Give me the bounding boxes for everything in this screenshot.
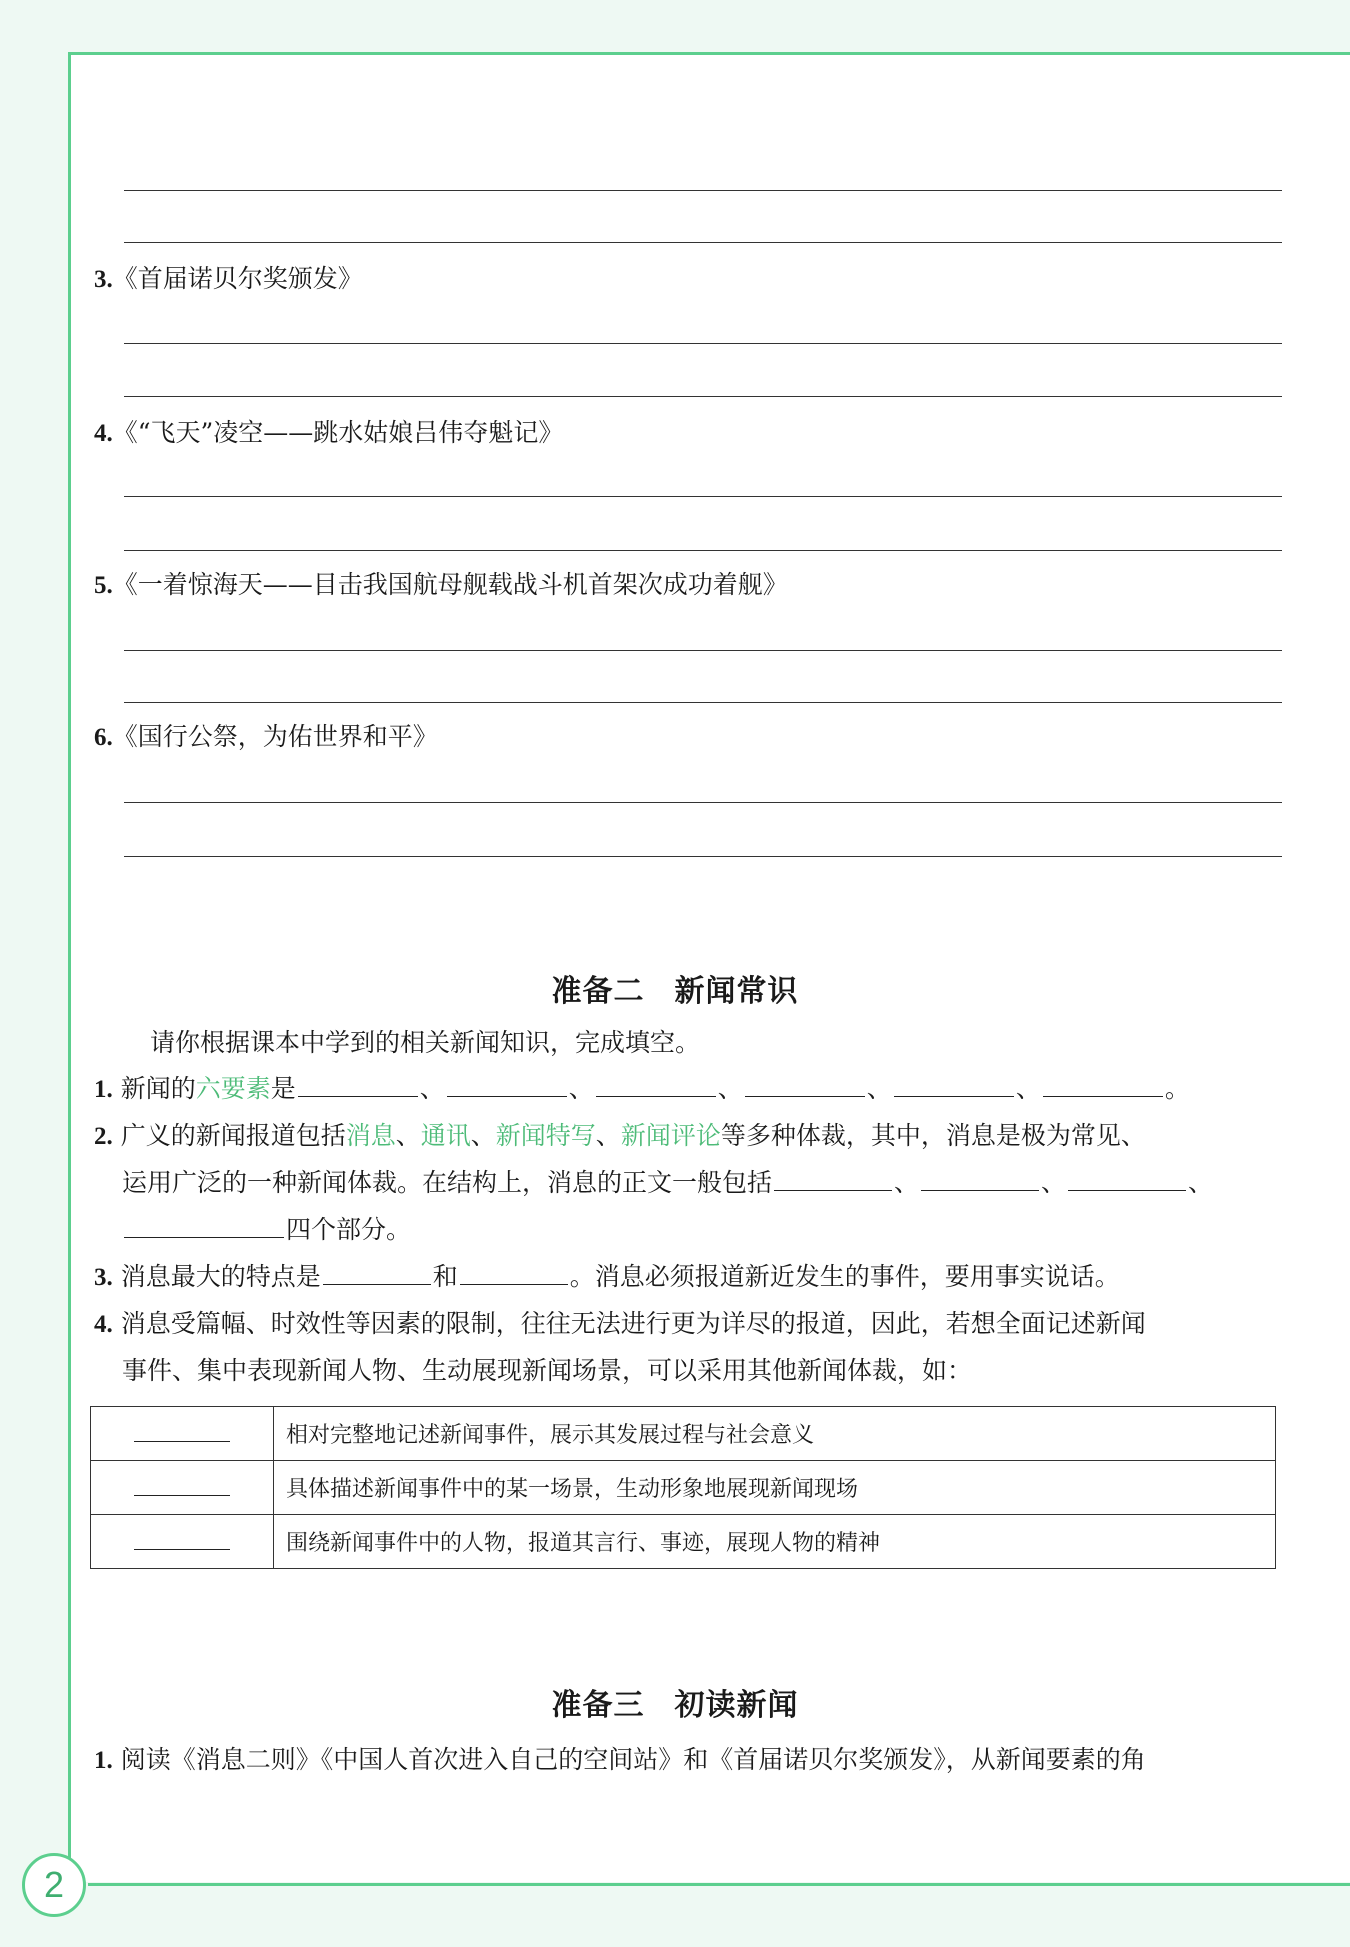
table-row: [91, 1515, 1276, 1569]
separator: 、: [894, 1168, 920, 1197]
answer-line[interactable]: [124, 702, 1282, 703]
item-title: 《“飞天”凌空——跳水姑娘吕伟夺魁记》: [112, 418, 564, 447]
answer-line[interactable]: [124, 802, 1282, 803]
separator: 、: [1015, 1074, 1041, 1103]
news-title-item: [94, 262, 363, 297]
section-intro: [150, 1020, 700, 1066]
punctuation: 。: [1164, 1074, 1190, 1103]
description-cell: 具体描述新闻事件中的某一场景，生动形象地展现新闻现场: [274, 1461, 1276, 1515]
question-text: 新闻的: [120, 1074, 196, 1103]
item-title: 《一着惊海天——目击我国航母舰载战斗机首架次成功着舰》: [112, 570, 788, 599]
section-title: 初读新闻: [674, 1688, 799, 1723]
highlight-term: 通讯: [420, 1121, 471, 1150]
separator: 、: [1041, 1168, 1067, 1197]
question-text: 阅读《消息二则》《中国人首次进入自己的空间站》和《首届诺贝尔奖颁发》，从新闻要素的角: [120, 1745, 1146, 1774]
fill-blank[interactable]: [774, 1164, 892, 1191]
item-title: 《首届诺贝尔奖颁发》: [112, 264, 363, 293]
section-label: 准备二: [551, 974, 645, 1009]
table-row: [91, 1461, 1276, 1515]
fill-blank[interactable]: [323, 1258, 431, 1285]
answer-line[interactable]: [124, 856, 1282, 857]
separator: 、: [717, 1074, 743, 1103]
bottom-border: [88, 1883, 1350, 1886]
fill-blank[interactable]: [894, 1070, 1014, 1097]
separator: 、: [568, 1074, 594, 1103]
question-3: [94, 1254, 1120, 1301]
question-number: 4.: [94, 1311, 113, 1338]
separator: 、: [866, 1074, 892, 1103]
answer-line[interactable]: [124, 242, 1282, 243]
highlight-term: 新闻评论: [620, 1121, 721, 1150]
page-number: 2: [22, 1853, 86, 1917]
question-text: 等多种体裁，其中，消息是极为常见、: [720, 1121, 1146, 1150]
question-number: 1.: [94, 1747, 113, 1774]
question-text: 四个部分。: [286, 1215, 412, 1244]
item-number: 4.: [94, 420, 113, 447]
question-text: 消息最大的特点是: [120, 1262, 321, 1291]
fill-blank[interactable]: [1068, 1164, 1186, 1191]
question-number: 1.: [94, 1076, 113, 1103]
highlight-term: 消息: [345, 1121, 396, 1150]
question-text: 。消息必须报道新近发生的事件，要用事实说话。: [569, 1262, 1120, 1291]
item-number: 6.: [94, 724, 113, 751]
fill-blank[interactable]: [745, 1070, 865, 1097]
table-row: [91, 1407, 1276, 1461]
fill-blank[interactable]: [921, 1164, 1039, 1191]
question-text: 运用广泛的一种新闻体裁。在结构上，消息的正文一般包括: [122, 1168, 773, 1197]
answer-line[interactable]: [124, 190, 1282, 191]
highlight-term: 新闻特写: [495, 1121, 596, 1150]
answer-cell[interactable]: [91, 1515, 274, 1569]
news-genre-table: [90, 1406, 1276, 1569]
question-text: 消息受篇幅、时效性等因素的限制，往往无法进行更为详尽的报道，因此，若想全面记述新闻: [120, 1309, 1146, 1338]
news-title-item: [94, 568, 788, 603]
question-text: 广义的新闻报道包括: [120, 1121, 346, 1150]
separator: 、: [395, 1121, 421, 1150]
section3-question-1: [94, 1737, 1146, 1784]
item-number: 5.: [94, 572, 113, 599]
answer-line[interactable]: [124, 343, 1282, 344]
answer-cell[interactable]: [91, 1461, 274, 1515]
description-cell: 围绕新闻事件中的人物，报道其言行、事迹，展现人物的精神: [274, 1515, 1276, 1569]
separator: 、: [470, 1121, 496, 1150]
answer-line[interactable]: [124, 396, 1282, 397]
fill-blank[interactable]: [134, 1473, 230, 1496]
section-title: 新闻常识: [674, 974, 799, 1009]
question-2-line-3: [122, 1207, 411, 1253]
fill-blank[interactable]: [134, 1527, 230, 1550]
item-title: 《国行公祭，为佑世界和平》: [112, 722, 438, 751]
separator: 、: [419, 1074, 445, 1103]
question-number: 3.: [94, 1264, 113, 1291]
question-2-line-2: [122, 1160, 1213, 1206]
intro-text: 请你根据课本中学到的相关新闻知识，完成填空。: [150, 1028, 701, 1057]
fill-blank[interactable]: [134, 1419, 230, 1442]
question-1: [94, 1066, 1190, 1113]
section-heading-3: [0, 1680, 1350, 1724]
answer-line[interactable]: [124, 650, 1282, 651]
question-text: 和: [432, 1262, 458, 1291]
description-cell: 相对完整地记述新闻事件，展示其发展过程与社会意义: [274, 1407, 1276, 1461]
question-4: [94, 1301, 1146, 1348]
question-4-line-2: [122, 1348, 972, 1394]
section-label: 准备三: [551, 1688, 645, 1723]
question-2: [94, 1113, 1146, 1160]
item-number: 3.: [94, 266, 113, 293]
section-heading-2: [0, 966, 1350, 1010]
separator: 、: [1188, 1168, 1214, 1197]
fill-blank[interactable]: [447, 1070, 567, 1097]
fill-blank[interactable]: [460, 1258, 568, 1285]
answer-line[interactable]: [124, 496, 1282, 497]
question-number: 2.: [94, 1123, 113, 1150]
fill-blank[interactable]: [596, 1070, 716, 1097]
answer-line[interactable]: [124, 550, 1282, 551]
fill-blank[interactable]: [124, 1211, 284, 1238]
highlight-term: 六要素: [195, 1074, 271, 1103]
fill-blank[interactable]: [1043, 1070, 1163, 1097]
news-title-item: [94, 720, 438, 755]
answer-cell[interactable]: [91, 1407, 274, 1461]
question-text: 事件、集中表现新闻人物、生动展现新闻场景，可以采用其他新闻体裁，如：: [122, 1356, 973, 1385]
separator: 、: [595, 1121, 621, 1150]
news-title-item: [94, 416, 563, 451]
fill-blank[interactable]: [298, 1070, 418, 1097]
question-text: 是: [270, 1074, 296, 1103]
